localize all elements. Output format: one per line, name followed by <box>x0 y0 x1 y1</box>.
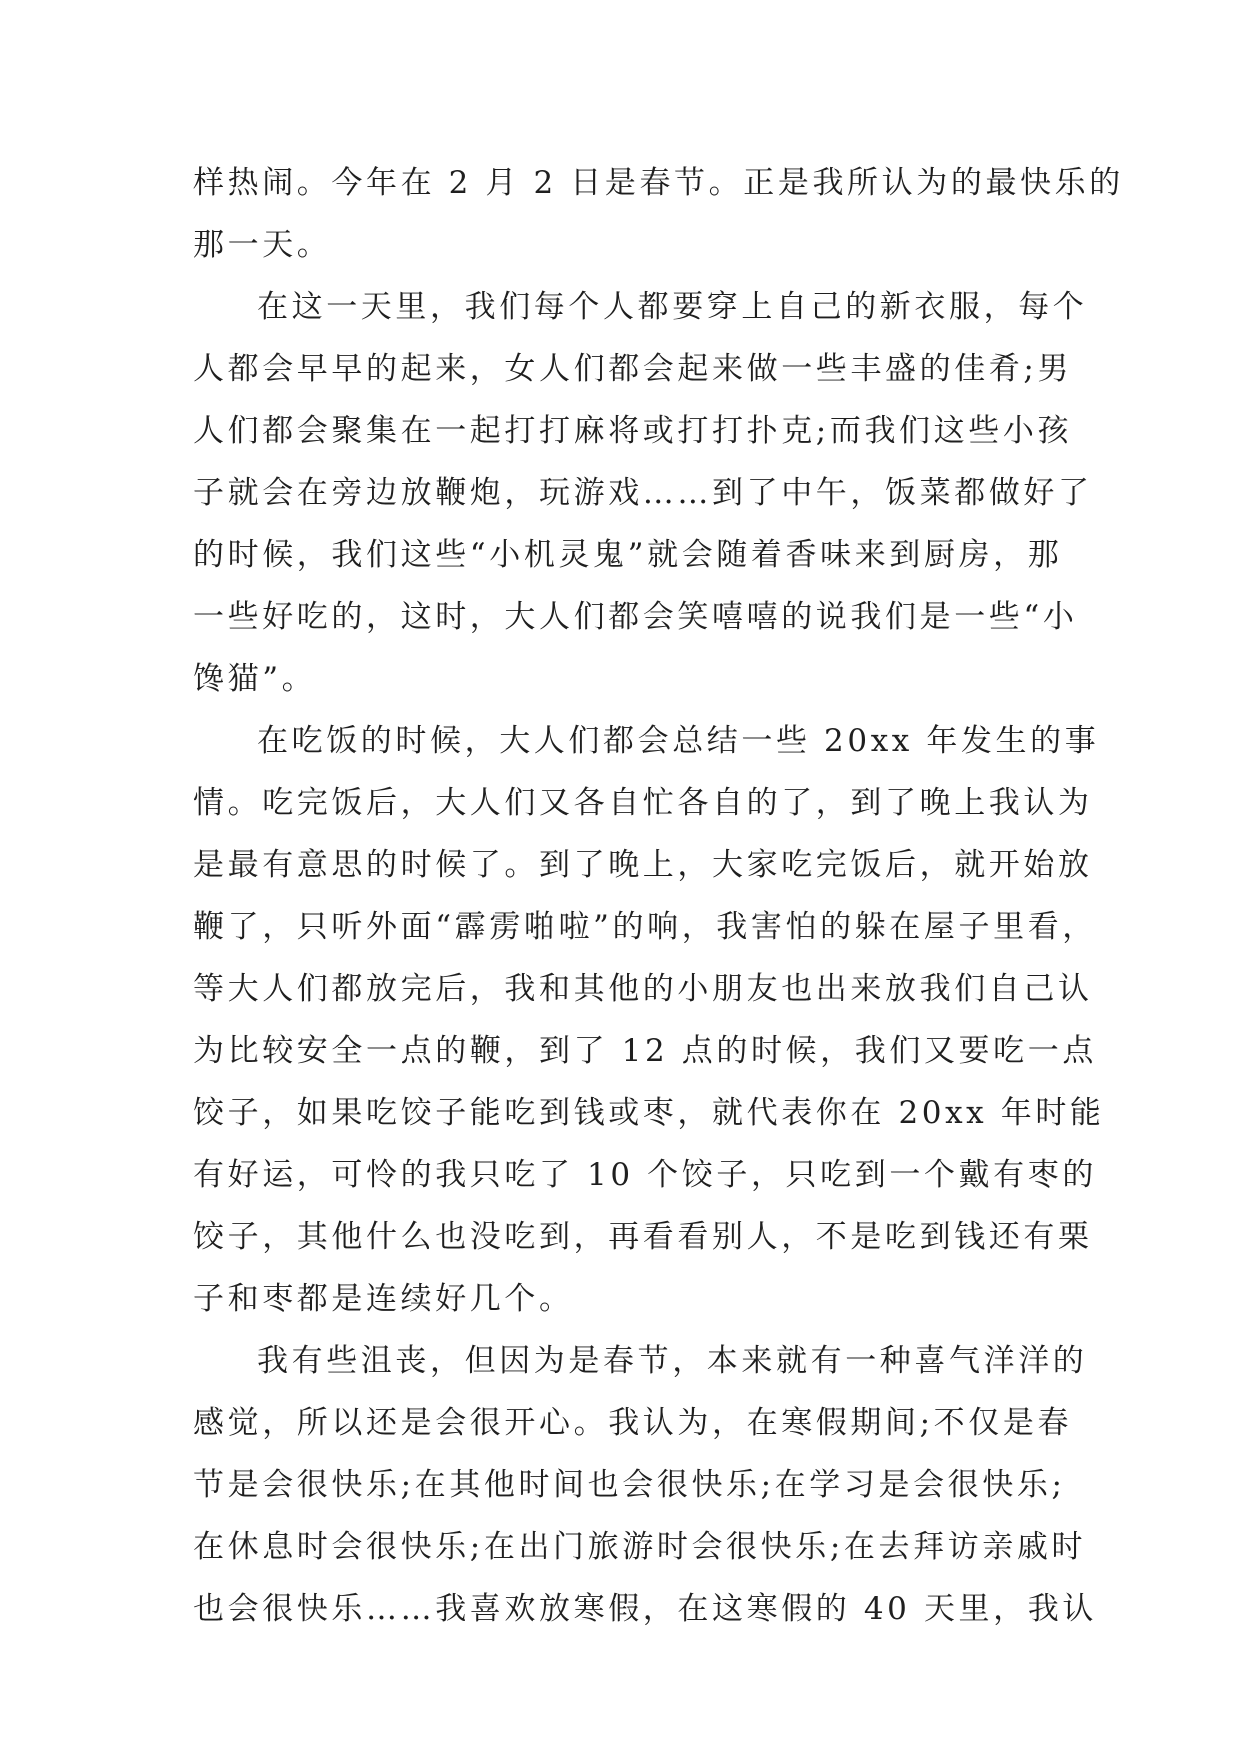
text-line: 子就会在旁边放鞭炮，玩游戏……到了中午，饭菜都做好了 <box>193 475 1093 511</box>
text-line: 等大人们都放完后，我和其他的小朋友也出来放我们自己认 <box>193 971 1093 1007</box>
text-line: 有好运，可怜的我只吃了 10 个饺子，只吃到一个戴有枣的 <box>193 1157 1097 1193</box>
text-line: 样热闹。今年在 2 月 2 日是春节。正是我所认为的最快乐的 <box>193 165 1124 201</box>
text-line: 鞭了，只听外面“霹雳啪啦”的响，我害怕的躲在屋子里看， <box>193 909 1097 945</box>
text-line: 的时候，我们这些“小机灵鬼”就会随着香味来到厨房，那 <box>193 537 1063 573</box>
text-line: 是最有意思的时候了。到了晚上，大家吃完饭后，就开始放 <box>193 847 1093 883</box>
text-line: 子和枣都是连续好几个。 <box>193 1281 574 1317</box>
text-line: 情。吃完饭后，大人们又各自忙各自的了，到了晚上我认为 <box>193 785 1093 821</box>
text-line: 为比较安全一点的鞭，到了 12 点的时候，我们又要吃一点 <box>193 1033 1097 1069</box>
text-line: 馋猫”。 <box>193 661 317 697</box>
body-text <box>193 152 1124 1640</box>
paragraph-first-line: 我有些沮丧，但因为是春节，本来就有一种喜气洋洋的 <box>257 1343 1088 1379</box>
paragraph-first-line: 在这一天里，我们每个人都要穿上自己的新衣服，每个 <box>257 289 1088 325</box>
paragraph-first-line: 在吃饭的时候，大人们都会总结一些 20xx 年发生的事 <box>257 723 1100 759</box>
text-line: 在休息时会很快乐;在出门旅游时会很快乐;在去拜访亲戚时 <box>193 1529 1087 1565</box>
text-line: 人都会早早的起来，女人们都会起来做一些丰盛的佳肴;男 <box>193 351 1073 387</box>
text-line: 节是会很快乐;在其他时间也会很快乐;在学习是会很快乐; <box>193 1467 1066 1503</box>
text-line: 那一天。 <box>193 227 332 263</box>
text-line: 感觉，所以还是会很开心。我认为，在寒假期间;不仅是春 <box>193 1405 1073 1441</box>
text-line: 也会很快乐……我喜欢放寒假，在这寒假的 40 天里，我认 <box>193 1591 1097 1627</box>
text-line: 饺子，其他什么也没吃到，再看看别人，不是吃到钱还有栗 <box>193 1219 1093 1255</box>
text-line: 一些好吃的，这时，大人们都会笑嘻嘻的说我们是一些“小 <box>193 599 1078 635</box>
text-line: 饺子，如果吃饺子能吃到钱或枣，就代表你在 20xx 年时能 <box>193 1095 1105 1131</box>
text-line: 人们都会聚集在一起打打麻将或打打扑克;而我们这些小孩 <box>193 413 1073 449</box>
